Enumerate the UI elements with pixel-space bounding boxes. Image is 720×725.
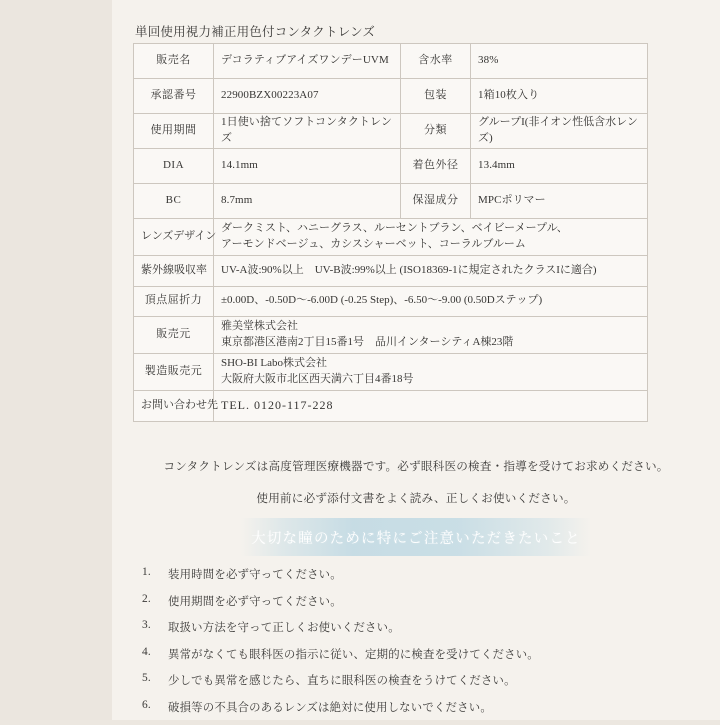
row-label-seller: 販売元 bbox=[134, 317, 214, 354]
table-row bbox=[134, 317, 648, 354]
row-value-moisturizer: MPCポリマー bbox=[471, 184, 648, 219]
table-row bbox=[134, 44, 648, 79]
row-value-colored-diameter: 13.4mm bbox=[471, 149, 648, 184]
list-item bbox=[142, 672, 702, 688]
list-item bbox=[142, 593, 702, 609]
row-value-usage-period: 1日使い捨てソフトコンタクトレンズ bbox=[214, 114, 401, 149]
notice-line-1: コンタクトレンズは高度管理医療機器です。必ず眼科医の検査・指導を受けてお求めください。 bbox=[163, 460, 669, 473]
spec-card bbox=[112, 0, 720, 720]
row-value-seller bbox=[214, 317, 648, 354]
lens-design-line-2: アーモンドベージュ、カシスシャーベット、コーラルブルーム bbox=[221, 238, 526, 250]
row-value-approval-number: 22900BZX00223A07 bbox=[214, 79, 401, 114]
table-row bbox=[134, 79, 648, 114]
list-item-number: 5. bbox=[142, 672, 151, 684]
table-row bbox=[134, 219, 648, 256]
manufacturer-address: 大阪府大阪市北区西天満六丁目4番18号 bbox=[221, 373, 414, 385]
table-row bbox=[134, 184, 648, 219]
list-item bbox=[142, 619, 702, 635]
lens-design-line-1: ダークミスト、ハニーグラス、ルーセントブラン、ベイビーメープル、 bbox=[221, 222, 568, 235]
list-item-number: 3. bbox=[142, 619, 151, 631]
row-label-water-content: 含水率 bbox=[401, 44, 471, 79]
specification-table bbox=[133, 43, 648, 422]
row-label-category: 分類 bbox=[401, 114, 471, 149]
row-label-usage-period: 使用期間 bbox=[134, 114, 214, 149]
list-item-text: 装用時間を必ず守ってください。 bbox=[168, 569, 342, 581]
seller-name: 雅美堂株式会社 bbox=[221, 320, 298, 333]
table-row bbox=[134, 286, 648, 317]
list-item-number: 6. bbox=[142, 698, 151, 711]
seller-address: 東京都港区港南2丁目15番1号 品川インターシティA棟23階 bbox=[221, 336, 514, 348]
row-label-colored-diameter: 着色外径 bbox=[401, 149, 471, 184]
row-value-dia: 14.1mm bbox=[214, 149, 401, 184]
table-row bbox=[134, 256, 648, 287]
row-label-moisturizer: 保湿成分 bbox=[401, 184, 471, 219]
caution-list bbox=[142, 566, 702, 725]
row-label-refractive-power: 頂点屈折力 bbox=[134, 286, 214, 317]
row-label-approval-number: 承認番号 bbox=[134, 79, 214, 114]
row-value-packaging: 1箱10枚入り bbox=[471, 79, 648, 114]
notice-line-2: 使用前に必ず添付文書をよく読み、正しくお使いください。 bbox=[256, 492, 576, 505]
page-title: 単回使用視力補正用色付コンタクトレンズ bbox=[135, 25, 376, 39]
row-value-category: グループI(非イオン性低含水レンズ) bbox=[471, 114, 648, 149]
row-label-uv-absorption: 紫外線吸収率 bbox=[134, 256, 214, 287]
list-item bbox=[142, 566, 702, 582]
row-value-bc: 8.7mm bbox=[214, 184, 401, 219]
row-value-manufacturer bbox=[214, 354, 648, 391]
row-value-lens-design bbox=[214, 219, 648, 256]
list-item bbox=[142, 646, 702, 662]
row-value-refractive-power: ±0.00D、-0.50D〜-6.00D (-0.25 Step)、-6.50〜-9.00 (0.50Dステップ) bbox=[214, 286, 648, 317]
table-row bbox=[134, 114, 648, 149]
row-label-contact: お問い合わせ先 bbox=[134, 391, 214, 422]
list-item-text: 使用期間を必ず守ってください。 bbox=[168, 595, 342, 608]
list-item-text: 取扱い方法を守って正しくお使いください。 bbox=[168, 622, 400, 634]
list-item bbox=[142, 699, 702, 715]
row-value-product-name: デコラティブアイズワンデーUVM bbox=[214, 44, 401, 79]
list-item-text: 異常がなくても眼科医の指示に従い、定期的に検査を受けてください。 bbox=[168, 648, 539, 661]
regulatory-notice bbox=[112, 458, 720, 506]
list-item-number: 2. bbox=[142, 592, 151, 605]
manufacturer-name: SHO-BI Labo株式会社 bbox=[221, 357, 328, 370]
table-row bbox=[134, 149, 648, 184]
row-label-manufacturer: 製造販売元 bbox=[134, 354, 214, 391]
list-item-number: 1. bbox=[142, 566, 151, 578]
row-value-water-content: 38% bbox=[471, 44, 648, 79]
row-label-dia: DIA bbox=[134, 149, 214, 184]
page-left-margin-band bbox=[0, 0, 112, 720]
row-label-packaging: 包装 bbox=[401, 79, 471, 114]
list-item-text: 少しでも異常を感じたら、直ちに眼科医の検査をうけてください。 bbox=[168, 675, 516, 687]
row-value-uv-absorption: UV-A波:90%以上 UV-B波:99%以上 (ISO18369-1に規定されたクラスIに適合) bbox=[214, 256, 648, 287]
caution-banner-label: 大切な瞳のために特にご注意いただきたいこと bbox=[251, 530, 581, 547]
list-item-text: 破損等の不具合のあるレンズは絶対に使用しないでください。 bbox=[168, 701, 492, 714]
row-label-product-name: 販売名 bbox=[134, 44, 214, 79]
row-label-lens-design: レンズデザイン bbox=[134, 219, 214, 256]
table-row bbox=[134, 391, 648, 422]
list-item-number: 4. bbox=[142, 645, 151, 658]
table-row bbox=[134, 354, 648, 391]
caution-banner-wrapper bbox=[112, 518, 720, 556]
row-label-bc: BC bbox=[134, 184, 214, 219]
caution-banner bbox=[241, 518, 591, 556]
row-value-contact-phone[interactable]: TEL. 0120-117-228 bbox=[214, 391, 648, 422]
